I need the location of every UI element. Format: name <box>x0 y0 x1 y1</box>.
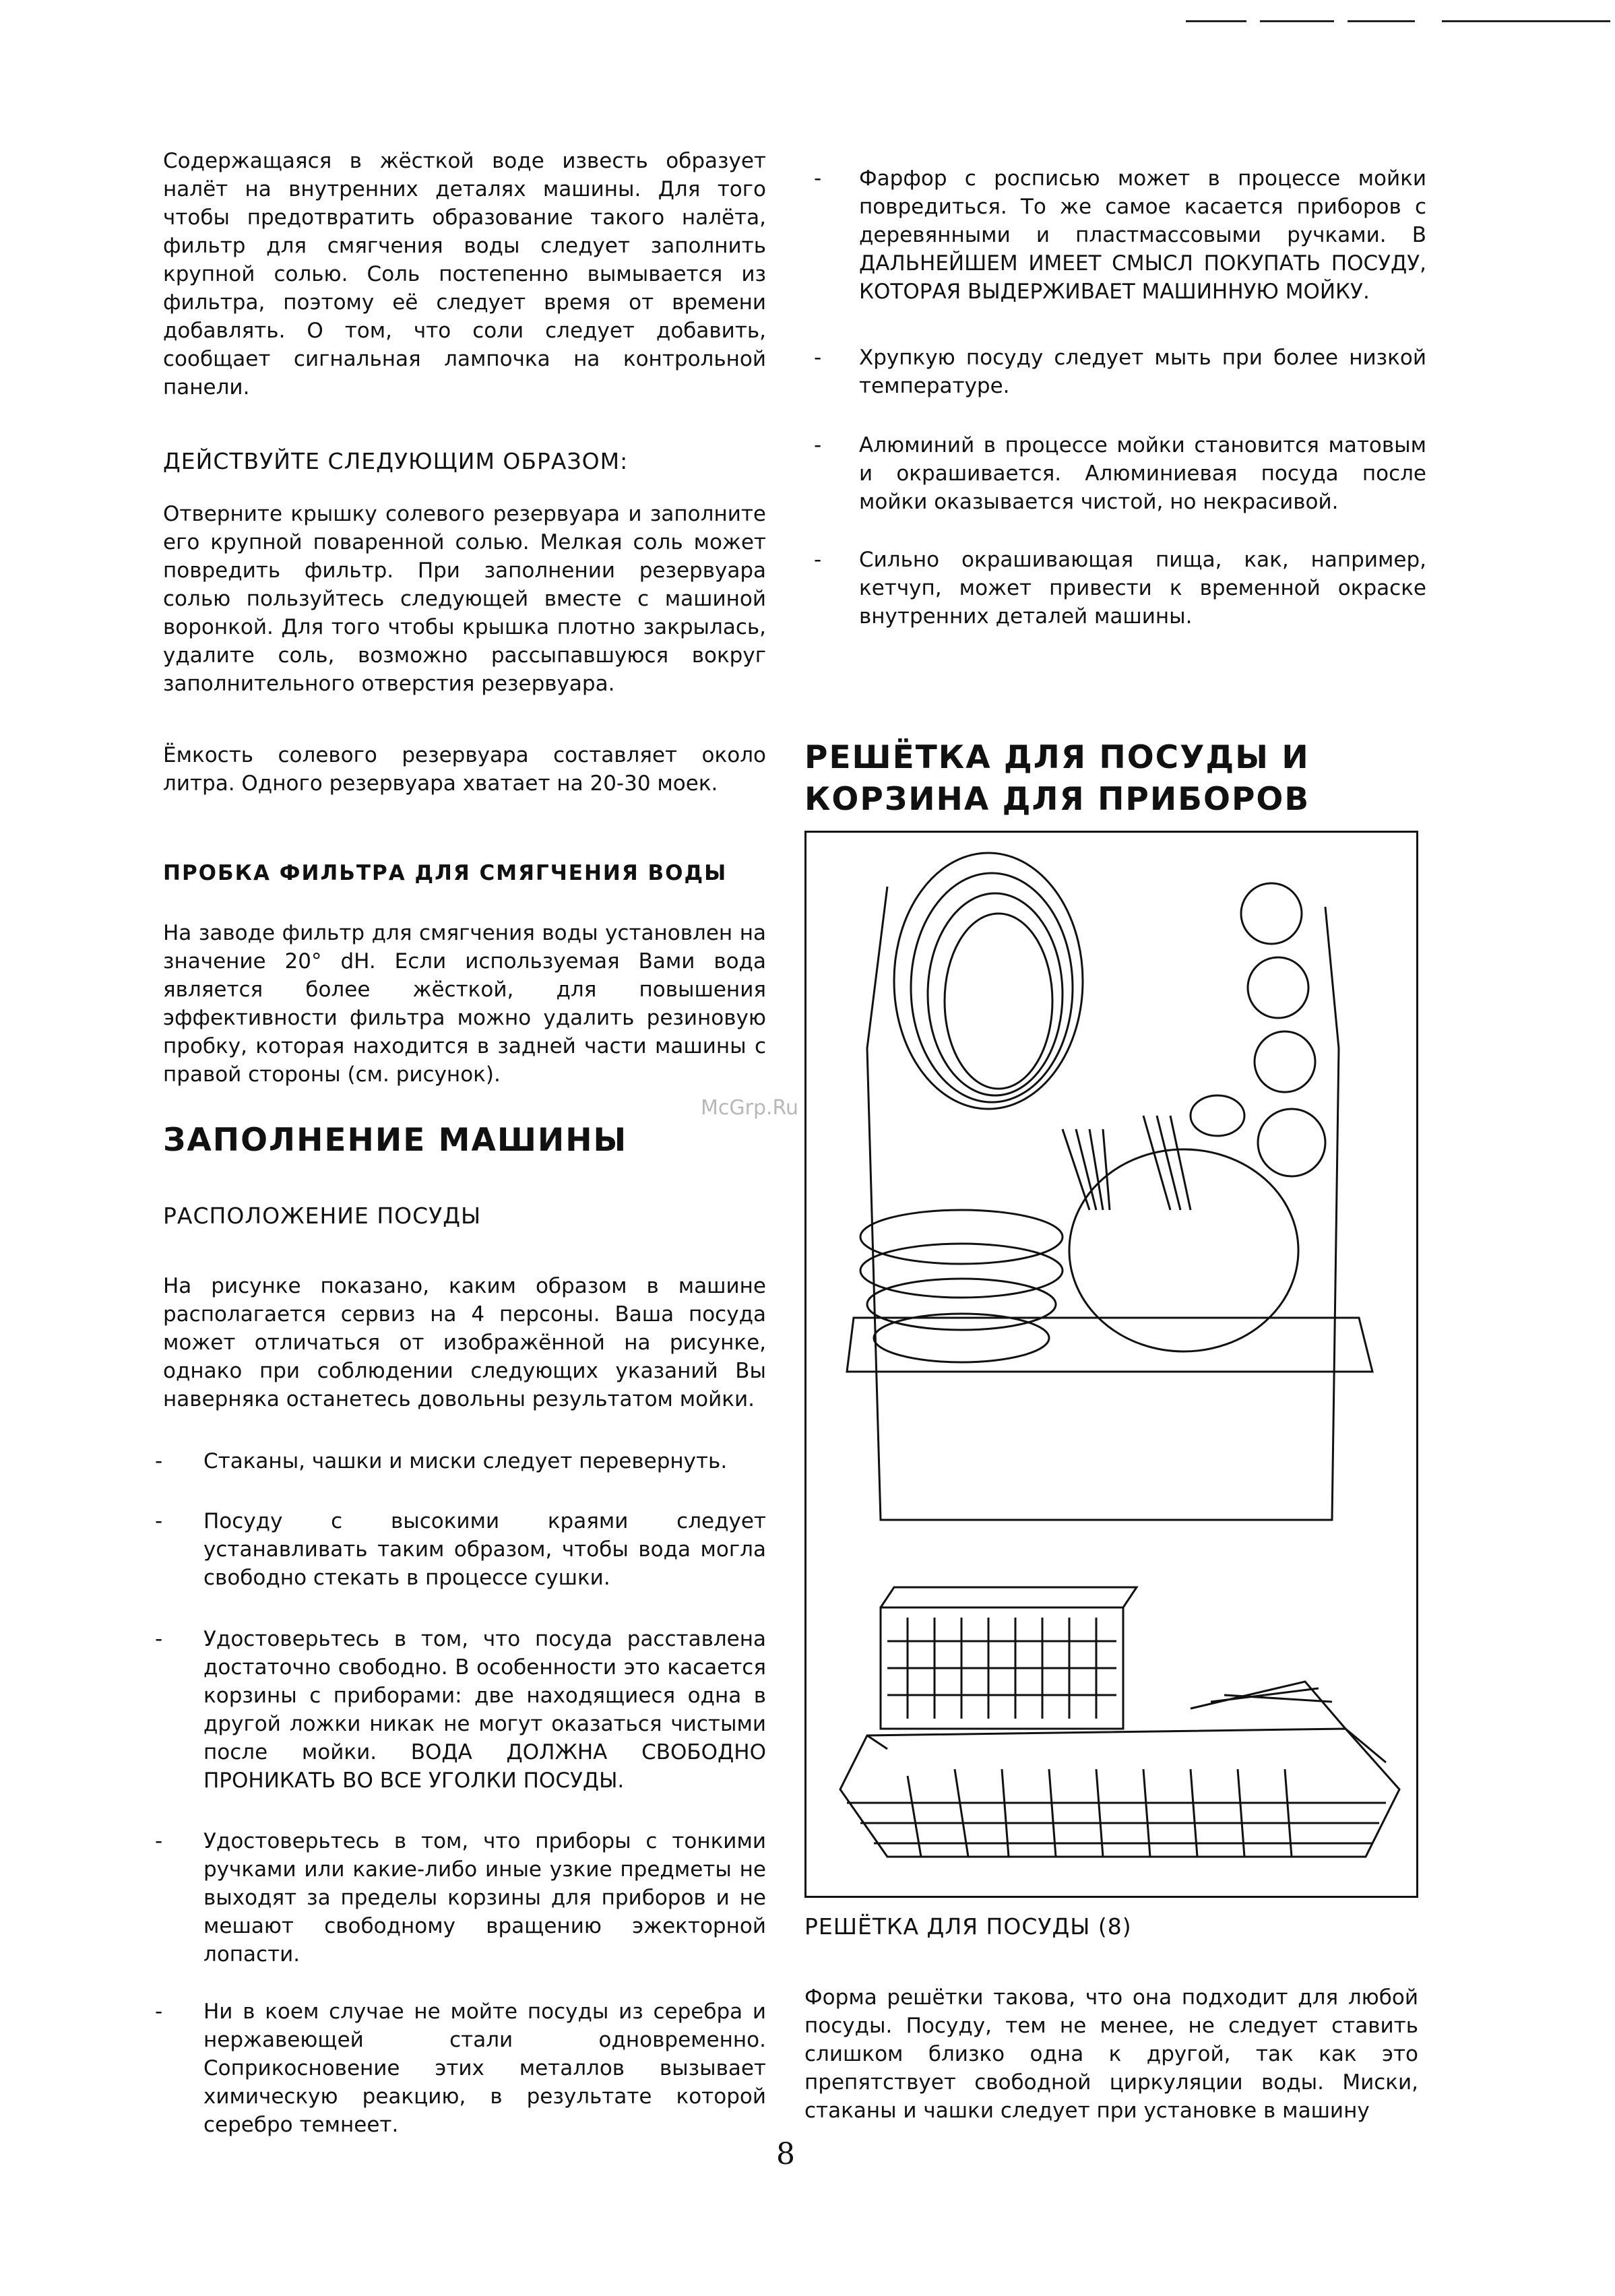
paragraph-salt-capacity: Ёмкость солевого резервуара составляет около литра. Одного резервуара хватает на 20-30 моек. <box>163 743 766 796</box>
list-item: Хрупкую посуду следует мыть при более низкой температуре. <box>859 346 1426 398</box>
bullet-mark: - <box>814 548 822 572</box>
bullet-mark: - <box>814 166 822 191</box>
list-item: Сильно окрашивающая пища, как, например, кетчуп, может привести к временной окраске внутренних деталей машины. <box>859 548 1426 629</box>
list-item: Удостоверьтесь в том, что приборы с тонкими ручками или какие-либо иные узкие предметы не выходят за пределы корзины для приборов и не мешают свободному вращению эжекторной лопасти. <box>203 1829 766 1967</box>
heading-rack-basket-line1: РЕШЁТКА ДЛЯ ПОСУДЫ И <box>804 739 1310 776</box>
page-number: 8 <box>776 2137 795 2171</box>
list-item: Ни в коем случае не мойте посуды из серебра и нержавеющей стали одновременно. Соприкосновение этих металлов вызывает химическую реакцию, в результате которой серебро темнеет. <box>203 2000 766 2137</box>
paragraph-lime-scale: Содержащаяся в жёсткой воде известь образует налёт на внутренних деталях машины. Для того чтобы предотвратить образование такого налёта, фильтр для смягчения воды следует заполнить крупной солью. Соль постепенно вымывается из фильтра, поэтому её следует время от времени добавлять. О том, что соли следует добавить, сообщает сигнальная лампочка на контрольной панели. <box>163 149 766 400</box>
heading-filter-plug: ПРОБКА ФИЛЬТРА ДЛЯ СМЯГЧЕНИЯ ВОДЫ <box>163 861 728 885</box>
bullet-mark: - <box>155 1627 163 1651</box>
lower-rack-icon <box>840 1682 1399 1857</box>
top-rule-segment <box>1442 20 1610 22</box>
bullet-mark: - <box>155 1829 163 1853</box>
bullet-mark: - <box>155 2000 163 2024</box>
list-item: Посуду с высокими краями следует устанавливать таким образом, чтобы вода могла свободно стекать в процессе сушки. <box>203 1509 766 1590</box>
bullet-mark: - <box>814 346 822 370</box>
top-rule-segment <box>1348 20 1415 22</box>
list-item: Стаканы, чашки и миски следует перевернуть. <box>203 1449 728 1473</box>
paragraph-salt-fill: Отверните крышку солевого резервуара и заполните его крупной поваренной солью. Мелкая соль может повредить фильтр. При заполнении резервуара солью пользуйтесь следующей вместе с машиной воронкой. Для того чтобы крышка плотно закрылась, удалите соль, возможно рассыпавшуюся вокруг заполнительного отверстия резервуара. <box>163 502 766 696</box>
upper-rack-icon <box>847 853 1372 1520</box>
top-rule-segment <box>1260 20 1334 22</box>
heading-rack-basket-line2: КОРЗИНА ДЛЯ ПРИБОРОВ <box>804 781 1310 818</box>
paragraph-rack-shape: Форма решётки такова, что она подходит для любой посуды. Посуду, тем не менее, не следует ставить слишком близко одна к другой, так как это препятствует свободной циркуляции воды. Миски, стаканы и чашки следует при установке в машину <box>804 1985 1418 2123</box>
watermark: McGrp.Ru <box>701 1096 799 1120</box>
heading-loading: ЗАПОЛНЕНИЕ МАШИНЫ <box>163 1122 628 1159</box>
cutlery-basket-icon <box>881 1587 1137 1729</box>
bullet-mark: - <box>814 433 822 457</box>
paragraph-service-set: На рисунке показано, каким образом в машине располагается сервиз на 4 персоны. Ваша посуда может отличаться от изображённой на рисунке, однако при соблюдении следующих указаний Вы наверняка останетесь довольны результатом мойки. <box>163 1274 766 1411</box>
list-item: Фарфор с росписью может в процессе мойки повредиться. То же самое касается приборов с деревянными и пластмассовыми ручками. В ДАЛЬНЕЙШЕМ ИМЕЕТ СМЫСЛ ПОКУПАТЬ ПОСУДУ, КОТОРАЯ ВЫДЕРЖИВАЕТ МАШИННУЮ МОЙКУ. <box>859 166 1426 304</box>
bullet-mark: - <box>155 1509 163 1533</box>
top-rule-segment <box>1186 20 1246 22</box>
subheading-procedure: ДЕЙСТВУЙТЕ СЛЕДУЮЩИМ ОБРАЗОМ: <box>163 448 629 474</box>
dish-rack-illustration <box>804 831 1418 1898</box>
paragraph-filter-plug: На заводе фильтр для смягчения воды установлен на значение 20° dH. Если используемая Вами вода является более жёсткой, для повышения эффективности фильтра можно удалить резиновую пробку, которая находится в задней части машины с правой стороны (см. рисунок). <box>163 921 766 1087</box>
bullet-mark: - <box>155 1449 163 1473</box>
dishwasher-racks-drawing <box>806 833 1416 1896</box>
list-item: Удостоверьтесь в том, что посуда расставлена достаточно свободно. В особенности это касается корзины с приборами: две находящиеся одна в другой ложки никак не могут оказаться чистыми после мойки. ВОДА ДОЛЖНА СВОБОДНО ПРОНИКАТЬ ВО ВСЕ УГОЛКИ ПОСУДЫ. <box>203 1627 766 1793</box>
list-item: Алюминий в процессе мойки становится матовым и окрашивается. Алюминиевая посуда после мойки оказывается чистой, но некрасивой. <box>859 433 1426 514</box>
subheading-dish-placement: РАСПОЛОЖЕНИЕ ПОСУДЫ <box>163 1203 482 1229</box>
figure-caption: РЕШЁТКА ДЛЯ ПОСУДЫ (8) <box>804 1913 1132 1940</box>
